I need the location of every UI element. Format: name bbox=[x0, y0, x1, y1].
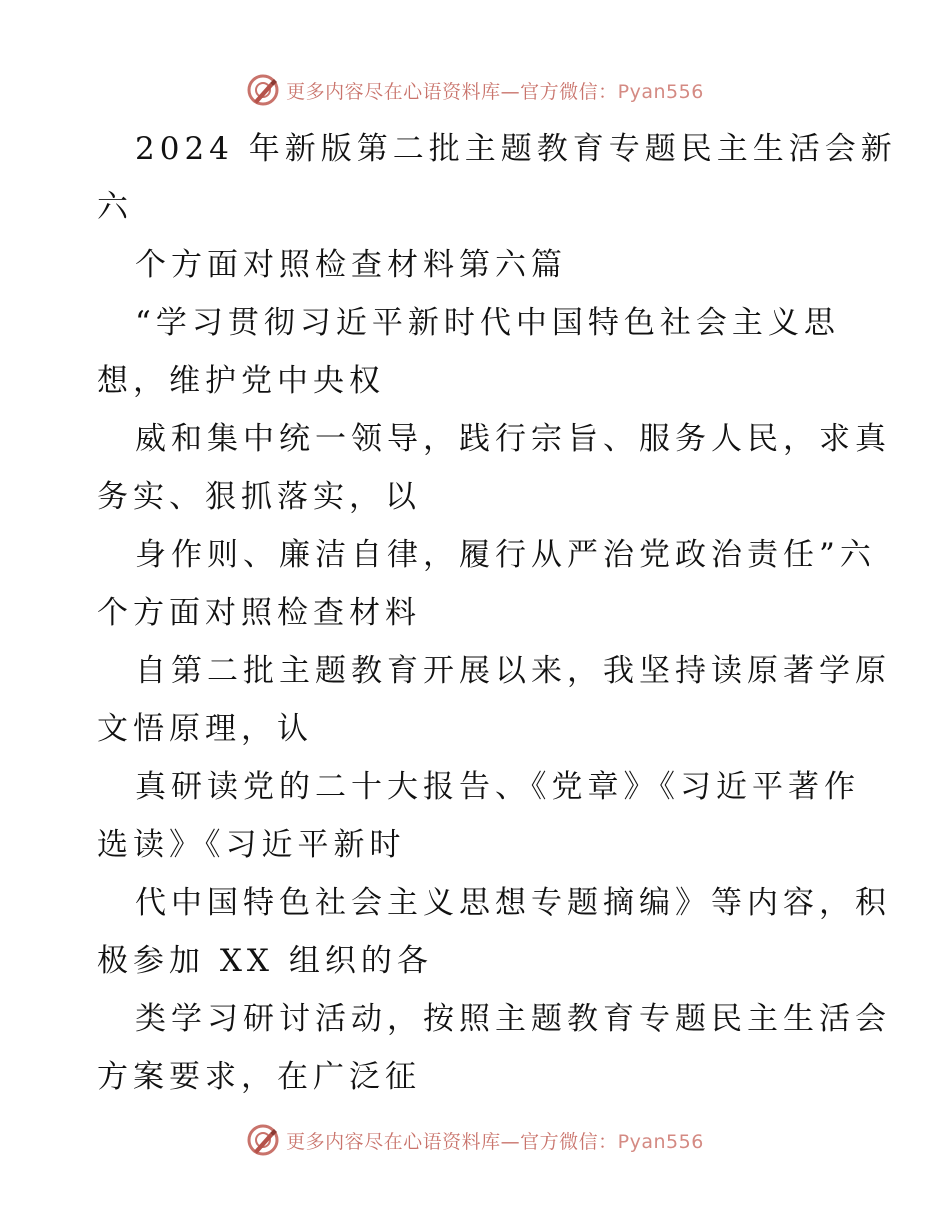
text-line: 2024 年新版第二批主题教育专题民主生活会新 bbox=[135, 131, 897, 167]
text-line: 选读》《习近平新时 bbox=[97, 827, 406, 863]
text-line: 威和集中统一领导，践行宗旨、服务人民，求真 bbox=[135, 421, 891, 457]
text-line: 自第二批主题教育开展以来，我坚持读原著学原 bbox=[135, 653, 891, 689]
text-line: 个方面对照检查材料 bbox=[97, 595, 421, 631]
text-line: 文悟原理，认 bbox=[97, 711, 313, 747]
text-line: 六 bbox=[97, 189, 133, 225]
text-line: 想，维护党中央权 bbox=[97, 363, 385, 399]
text-line: “学习贯彻习近平新时代中国特色社会主义思 bbox=[135, 305, 840, 341]
pen-logo-icon bbox=[246, 1123, 280, 1157]
footer-watermark bbox=[0, 1120, 950, 1160]
watermark-text: 更多内容尽在心语资料库—官方微信：Pyan556 bbox=[286, 80, 704, 103]
text-line: 极参加 XX 组织的各 bbox=[97, 943, 433, 979]
header-watermark bbox=[0, 70, 950, 110]
text-line: 真研读党的二十大报告、《党章》《习近平著作 bbox=[135, 769, 860, 805]
text-line: 方案要求，在广泛征 bbox=[97, 1059, 421, 1095]
text-line: 类学习研讨活动，按照主题教育专题民主生活会 bbox=[135, 1001, 891, 1037]
text-line: 务实、狠抓落实，以 bbox=[97, 479, 421, 515]
text-line: 代中国特色社会主义思想专题摘编》等内容，积 bbox=[135, 885, 891, 921]
pen-logo-icon bbox=[246, 73, 280, 107]
watermark-text: 更多内容尽在心语资料库—官方微信：Pyan556 bbox=[286, 1130, 704, 1153]
text-line: 身作则、廉洁自律，履行从严治党政治责任”六 bbox=[135, 537, 876, 573]
text-line: 个方面对照检查材料第六篇 bbox=[135, 247, 567, 283]
document-body bbox=[97, 120, 897, 1106]
